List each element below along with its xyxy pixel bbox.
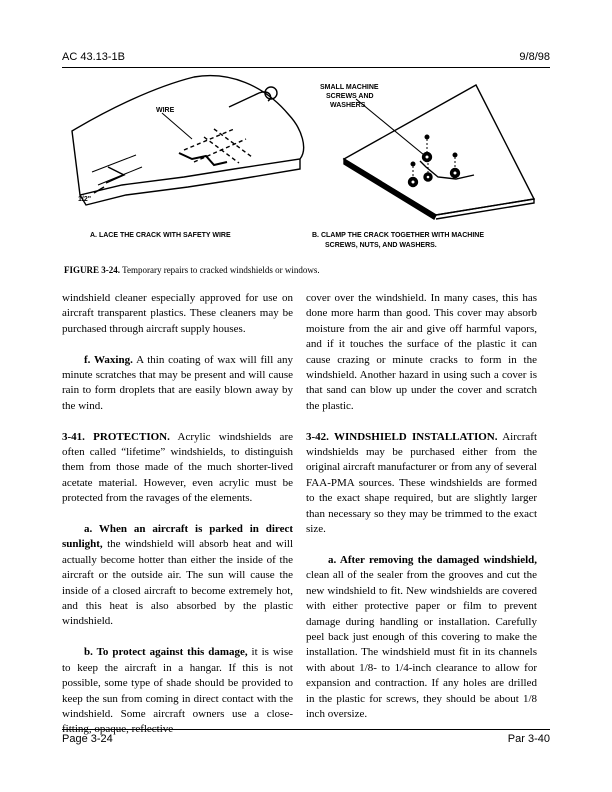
footer-page-number: Page 3-24 bbox=[62, 733, 113, 745]
paragraph-protection: 3-41. PROTECTION. Acrylic windshields are often called “lifetime” windshields, to distinguish them from those made of the much shorter-lived acetate material. However, even acrylic must be protected from the ravages of the elements. bbox=[62, 430, 293, 505]
figure-3-24 bbox=[64, 67, 548, 259]
panel-a-illustration bbox=[72, 76, 304, 205]
paragraph-removing: a. After removing the damaged windshield, clean all of the sealer from the grooves and cut the new windshield to fit. New windshields are covered with either protective paper or film to prevent damage during handling or installation. Carefully peel back just enough of this covering to make the installation. The windshield must fit in its channels with about 1/8- to 1/4-inch clearance to allow for expansion and contraction. If any holes are drilled in the plastic for screws, they should be about 1/8 inch oversize. bbox=[306, 553, 537, 720]
figure-caption-b-line2: SCREWS, NUTS, AND WASHERS. bbox=[325, 242, 437, 249]
right-column bbox=[306, 291, 537, 738]
paragraph-installation: 3-42. WINDSHIELD INSTALLATION. Aircraft windshields may be purchased either from the original aircraft manufacturer or from any of several FAA-PMA sources. These windshields are formed to the exact shape required, but are slightly larger than necessary so they may be trimmed to the exact size. bbox=[306, 430, 538, 536]
protect-heading: b. To protect against this damage, bbox=[84, 646, 248, 659]
figure-caption-b-line1: B. CLAMP THE CRACK TOGETHER WITH MACHINE bbox=[312, 232, 485, 239]
label-small-screws-line1: SMALL MACHINE bbox=[320, 84, 379, 91]
label-wire: WIRE bbox=[156, 107, 175, 114]
header-date: 9/8/98 bbox=[519, 51, 550, 63]
section-3-41-heading: 3-41. PROTECTION. bbox=[62, 430, 170, 443]
paragraph-cleaner: windshield cleaner especially approved for use on aircraft transparent plastics. These cleaners may be purchased through aircraft supply houses. bbox=[62, 292, 293, 335]
label-small-screws-line3: WASHERS bbox=[330, 102, 366, 109]
removing-heading: a. After removing the damaged windshield, bbox=[328, 553, 537, 566]
figure-illustration bbox=[64, 67, 548, 259]
section-3-42-heading: 3-42. WINDSHIELD INSTALLATION. bbox=[306, 430, 498, 443]
figure-number: FIGURE 3-24. bbox=[64, 265, 120, 275]
paragraph-direct-sunlight: a. When an aircraft is parked in direct sunlight, the windshield will absorb heat and will actually become hotter than either the inside of the aircraft or the outside air. The sun will cause the inside of a closed aircraft to become extremely hot, and this heat is also absorbed by the plastic windshield. bbox=[62, 523, 293, 628]
footer-rule bbox=[62, 729, 550, 730]
paragraph-protect-damage: b. To protect against this damage, it is wise to keep the aircraft in a hangar. If this is not possible, some type of shade should be provided to keep the sun from coming in direct contact with the windshield. Some aircraft owners use a close-fitting, opaque, reflective bbox=[62, 646, 293, 736]
header-doc-id: AC 43.13-1B bbox=[62, 51, 125, 63]
footer-paragraph-ref: Par 3-40 bbox=[507, 733, 550, 745]
paragraph-cover: cover over the windshield. In many cases, this has done more harm than good. This cover may absorb moisture from the air and give off harmful vapors, and if it touches the surface of the plastic it can cause crazing or minute cracks to form in the windshield. Another hazard in using such a cover is that sand can blow up under the cover and scratch the plastic. bbox=[306, 292, 537, 412]
left-column bbox=[62, 291, 293, 753]
figure-caption-a: A. LACE THE CRACK WITH SAFETY WIRE bbox=[90, 232, 231, 239]
label-small-screws-line2: SCREWS AND bbox=[326, 93, 374, 100]
figure-caption-text: Temporary repairs to cracked windshields or windows. bbox=[120, 265, 320, 275]
paragraph-waxing: f. Waxing. A thin coating of wax will fill any minute scratches that may be present and will cause rain to form droplets that are easily blown away by the wind. bbox=[62, 353, 293, 412]
sunlight-heading: a. When an aircraft is parked in direct sunlight, bbox=[62, 523, 293, 551]
panel-b-illustration bbox=[344, 85, 534, 219]
figure-caption bbox=[64, 265, 320, 275]
label-half-inch: 1/2" bbox=[78, 196, 92, 203]
waxing-heading: f. Waxing. bbox=[84, 353, 133, 366]
